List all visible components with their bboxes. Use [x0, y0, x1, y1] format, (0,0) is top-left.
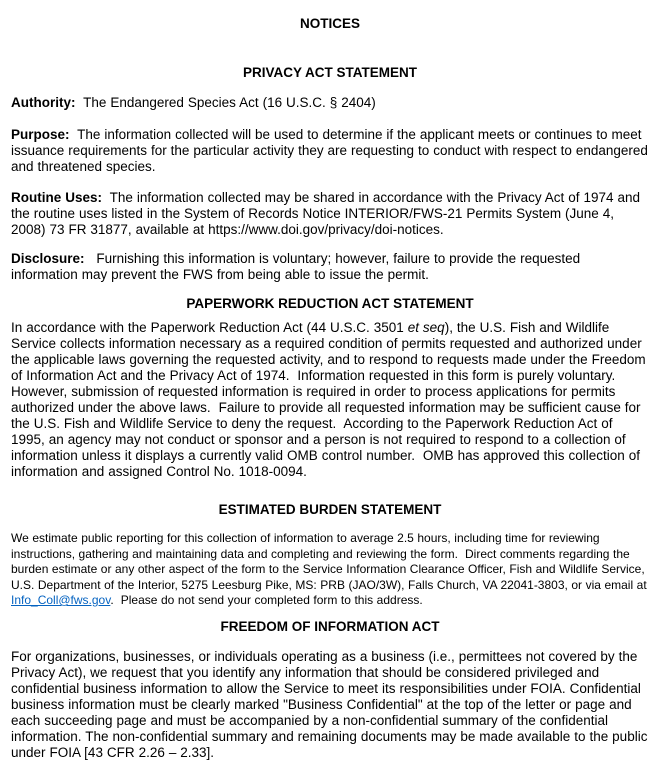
section-estimated-burden: [11, 502, 649, 609]
foia-paragraph: For organizations, businesses, or individuals operating as a business (i.e., permittees not covered by the Privacy Act), we request that you identify any information that should be considered privileged and confidential business information to allow the Service to meet its responsibilities under FOIA. Confidential business information must be clearly marked "Business Confidential" at the top of the letter or page and each succeeding page and must be accompanied by a non-confidential summary of the confidential information. The non-confidential summary and remaining documents may be made available to the public under FOIA [43 CFR 2.26 – 2.33].: [11, 648, 652, 760]
email-link[interactable]: Info_Coll@fws.gov: [11, 593, 111, 607]
routine-uses-paragraph: [11, 190, 649, 238]
paperwork-reduction-paragraph: [11, 320, 649, 480]
routine-uses-label: Routine Uses:: [11, 190, 102, 205]
foia-heading: FREEDOM OF INFORMATION ACT: [220, 618, 440, 634]
section-foia: [11, 618, 652, 761]
page-title: NOTICES: [299, 16, 360, 31]
authority-label: Authority:: [11, 95, 76, 110]
disclosure-text: Furnishing this information is voluntary; however, failure to provide the requested information may prevent the FWS from being able to issue the permit.: [11, 251, 585, 282]
disclosure-paragraph: [11, 251, 649, 283]
pra-et-seq: et seq: [407, 320, 445, 335]
estimated-burden-heading: ESTIMATED BURDEN STATEMENT: [218, 502, 442, 517]
burden-text-after: . Please do not send your completed form to this address.: [110, 593, 423, 607]
paperwork-reduction-heading: PAPERWORK REDUCTION ACT STATEMENT: [186, 296, 474, 311]
routine-uses-text: The information collected may be shared in accordance with the Privacy Act of 1974 and the routine uses listed in the System of Records Notice INTERIOR/FWS-21 Permits System (June 4, 2008) 73 FR 31877, available at https://www.doi.gov/privacy/doi-notices.: [11, 190, 644, 237]
disclosure-label: Disclosure:: [11, 251, 85, 266]
authority-text: The Endangered Species Act (16 U.S.C. § 2404): [75, 95, 376, 110]
authority-paragraph: [11, 95, 649, 111]
purpose-text: The information collected will be used to determine if the applicant meets or continues to meet issuance requirements for the particular activity they are requesting to conduct with respect to endangered and threatened species.: [11, 127, 652, 174]
estimated-burden-paragraph: [11, 531, 649, 609]
section-privacy-act: [11, 65, 652, 283]
burden-text-before: We estimate public reporting for this collection of information to average 2.5 hours, including time for reviewing instructions, gathering and maintaining data and completing and reviewing the form. Direct comments regarding the burden estimate or any other aspect of the form to the Service Information Clearance Officer, Fish and Wildlife Service, U.S. Department of the Interior, 5275 Leesburg Pike, MS: PRB (JAO/3W), Falls Church, VA 22041-3803, or via email at: [11, 531, 651, 592]
pra-text-after: ), the U.S. Fish and Wildlife Service collects information necessary as a required condition of permits requested and authorized under the applicable laws governing the requested activity, and to respond to requests made under the Freedom of Information Act and the Privacy Act of 1974. Information requested in this form is purely voluntary. However, submission of requested information is required in order to process applications for permits authorized under the above laws. Failure to provide all requested information may be sufficient cause for the U.S. Fish and Wildlife Service to deny the request. According to the Paperwork Reduction Act of 1995, an agency may not conduct or sponsor and a person is not required to respond to a collection of information unless it displays a currently valid OMB control number. OMB has approved this collection of information and assigned Control No. 1018-0094.: [11, 320, 650, 479]
purpose-label: Purpose:: [11, 127, 70, 142]
privacy-act-heading: PRIVACY ACT STATEMENT: [242, 65, 417, 80]
purpose-paragraph: [11, 127, 652, 175]
section-paperwork-reduction: [11, 296, 649, 480]
pra-text-before: In accordance with the Paperwork Reduction Act (44 U.S.C. 3501: [11, 320, 408, 335]
